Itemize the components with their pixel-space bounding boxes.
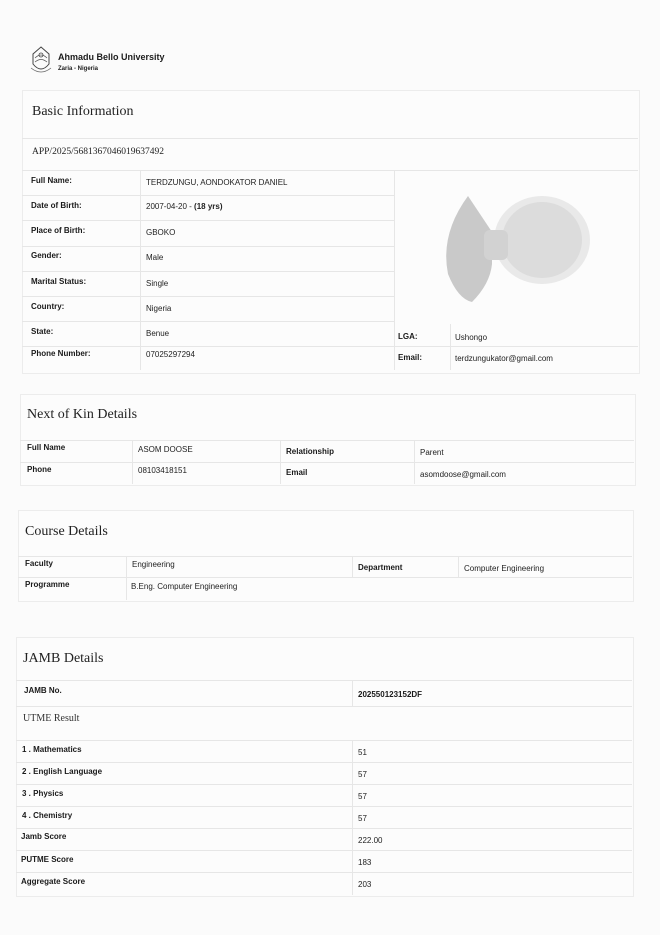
nok-email-value: asomdoose@gmail.com <box>420 470 506 479</box>
subject-4-label: 4 . Chemistry <box>22 811 73 820</box>
full-name-label: Full Name: <box>31 176 72 185</box>
nok-relationship-value: Parent <box>420 448 444 457</box>
subject-1-label: 1 . Mathematics <box>22 745 82 754</box>
place-of-birth-label: Place of Birth: <box>31 226 86 235</box>
marital-status-label: Marital Status: <box>31 277 87 286</box>
dob-date: 2007-04-20 - <box>146 202 195 211</box>
subject-4-score: 57 <box>358 814 367 823</box>
passport-photo <box>400 174 632 322</box>
jamb-score-label: Jamb Score <box>21 832 67 841</box>
country-label: Country: <box>31 302 65 311</box>
dob-value <box>146 202 223 211</box>
faculty-value: Engineering <box>132 560 175 569</box>
subject-3-label: 3 . Physics <box>22 789 64 798</box>
lga-value: Ushongo <box>455 333 488 342</box>
phone-value: 07025297294 <box>146 350 195 359</box>
programme-value: B.Eng. Computer Engineering <box>131 582 238 591</box>
jamb-score-value: 222.00 <box>358 836 383 845</box>
dob-age: (18 yrs) <box>194 202 223 211</box>
marital-status-value: Single <box>146 279 169 288</box>
programme-label: Programme <box>25 580 70 589</box>
subject-2-score: 57 <box>358 770 367 779</box>
nok-relationship-label: Relationship <box>286 447 335 456</box>
phone-label: Phone Number: <box>31 349 91 358</box>
state-label: State: <box>31 327 54 336</box>
jamb-no-label: JAMB No. <box>24 686 62 695</box>
subject-1-score: 51 <box>358 748 367 757</box>
next-of-kin-title: Next of Kin Details <box>27 407 138 422</box>
jamb-title: JAMB Details <box>23 651 104 666</box>
university-location: Zaria - Nigeria <box>58 66 99 72</box>
department-label: Department <box>358 563 403 572</box>
university-logo <box>29 46 53 76</box>
faculty-label: Faculty <box>25 559 54 568</box>
place-of-birth-value: GBOKO <box>146 228 176 237</box>
application-id: APP/2025/5681367046019637492 <box>32 147 164 157</box>
utme-title: UTME Result <box>23 713 80 724</box>
basic-info-title: Basic Information <box>32 104 134 119</box>
aggregate-score-label: Aggregate Score <box>21 877 86 886</box>
subject-3-score: 57 <box>358 792 367 801</box>
nok-full-name-label: Full Name <box>27 443 66 452</box>
lga-label: LGA: <box>398 332 418 341</box>
country-value: Nigeria <box>146 304 172 313</box>
subject-2-label: 2 . English Language <box>22 767 103 776</box>
nok-phone-label: Phone <box>27 465 52 474</box>
nok-phone-value: 08103418151 <box>138 466 187 475</box>
university-name: Ahmadu Bello University <box>58 52 165 62</box>
nok-full-name-value: ASOM DOOSE <box>138 445 193 454</box>
putme-score-value: 183 <box>358 858 372 867</box>
department-value: Computer Engineering <box>464 564 545 573</box>
email-label: Email: <box>398 353 423 362</box>
full-name-value: TERDZUNGU, AONDOKATOR DANIEL <box>146 178 288 187</box>
gender-value: Male <box>146 253 164 262</box>
course-title: Course Details <box>25 524 108 539</box>
dob-label: Date of Birth: <box>31 201 82 210</box>
gender-label: Gender: <box>31 251 62 260</box>
nok-email-label: Email <box>286 468 308 477</box>
aggregate-score-value: 203 <box>358 880 372 889</box>
email-value: terdzungukator@gmail.com <box>455 354 553 363</box>
putme-score-label: PUTME Score <box>21 855 74 864</box>
state-value: Benue <box>146 329 170 338</box>
jamb-section <box>16 637 634 897</box>
jamb-no-value: 202550123152DF <box>358 690 423 699</box>
